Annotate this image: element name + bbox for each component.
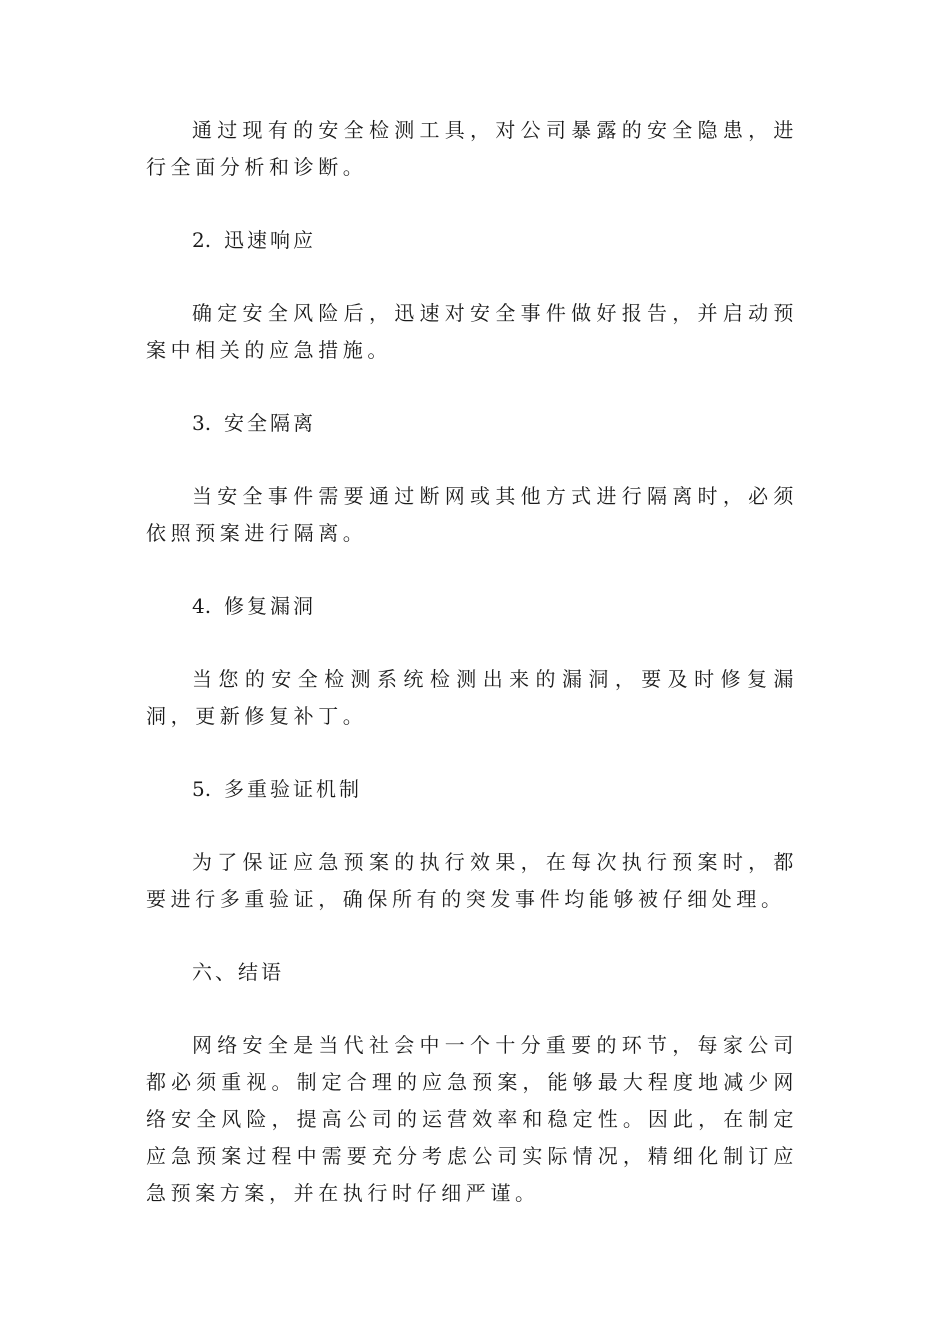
heading-text: 安全隔离: [224, 411, 316, 435]
heading-number: 5.: [192, 777, 212, 801]
heading-text: 修复漏洞: [224, 594, 316, 618]
paragraph: 通过现有的安全检测工具，对公司暴露的安全隐患，进行全面分析和诊断。: [146, 118, 798, 179]
heading-text: 六、结语: [192, 960, 284, 984]
paragraph: 确定安全风险后，迅速对安全事件做好报告，并启动预案中相关的应急措施。: [146, 301, 798, 362]
heading-text: 多重验证机制: [224, 777, 362, 801]
heading-number: 4.: [192, 594, 212, 618]
paragraph: 当安全事件需要通过断网或其他方式进行隔离时，必须依照预案进行隔离。: [146, 484, 798, 545]
heading-number: 2.: [192, 228, 212, 252]
document-body: [146, 112, 798, 1212]
section-heading-conclusion: [146, 954, 798, 991]
paragraph: 当您的安全检测系统检测出来的漏洞，要及时修复漏洞，更新修复补丁。: [146, 667, 798, 728]
section-heading: [146, 222, 798, 259]
paragraph: 为了保证应急预案的执行效果，在每次执行预案时，都要进行多重验证，确保所有的突发事件均能够被仔细处理。: [146, 850, 798, 911]
heading-text: 迅速响应: [224, 228, 316, 252]
section-heading: [146, 588, 798, 625]
section-heading: [146, 405, 798, 442]
heading-number: 3.: [192, 411, 212, 435]
section-heading: [146, 771, 798, 808]
paragraph: 网络安全是当代社会中一个十分重要的环节，每家公司都必须重视。制定合理的应急预案，能够最大程度地减少网络安全风险，提高公司的运营效率和稳定性。因此，在制定应急预案过程中需要充分考虑公司实际情况，精细化制订应急预案方案，并在执行时仔细严谨。: [146, 1033, 798, 1205]
